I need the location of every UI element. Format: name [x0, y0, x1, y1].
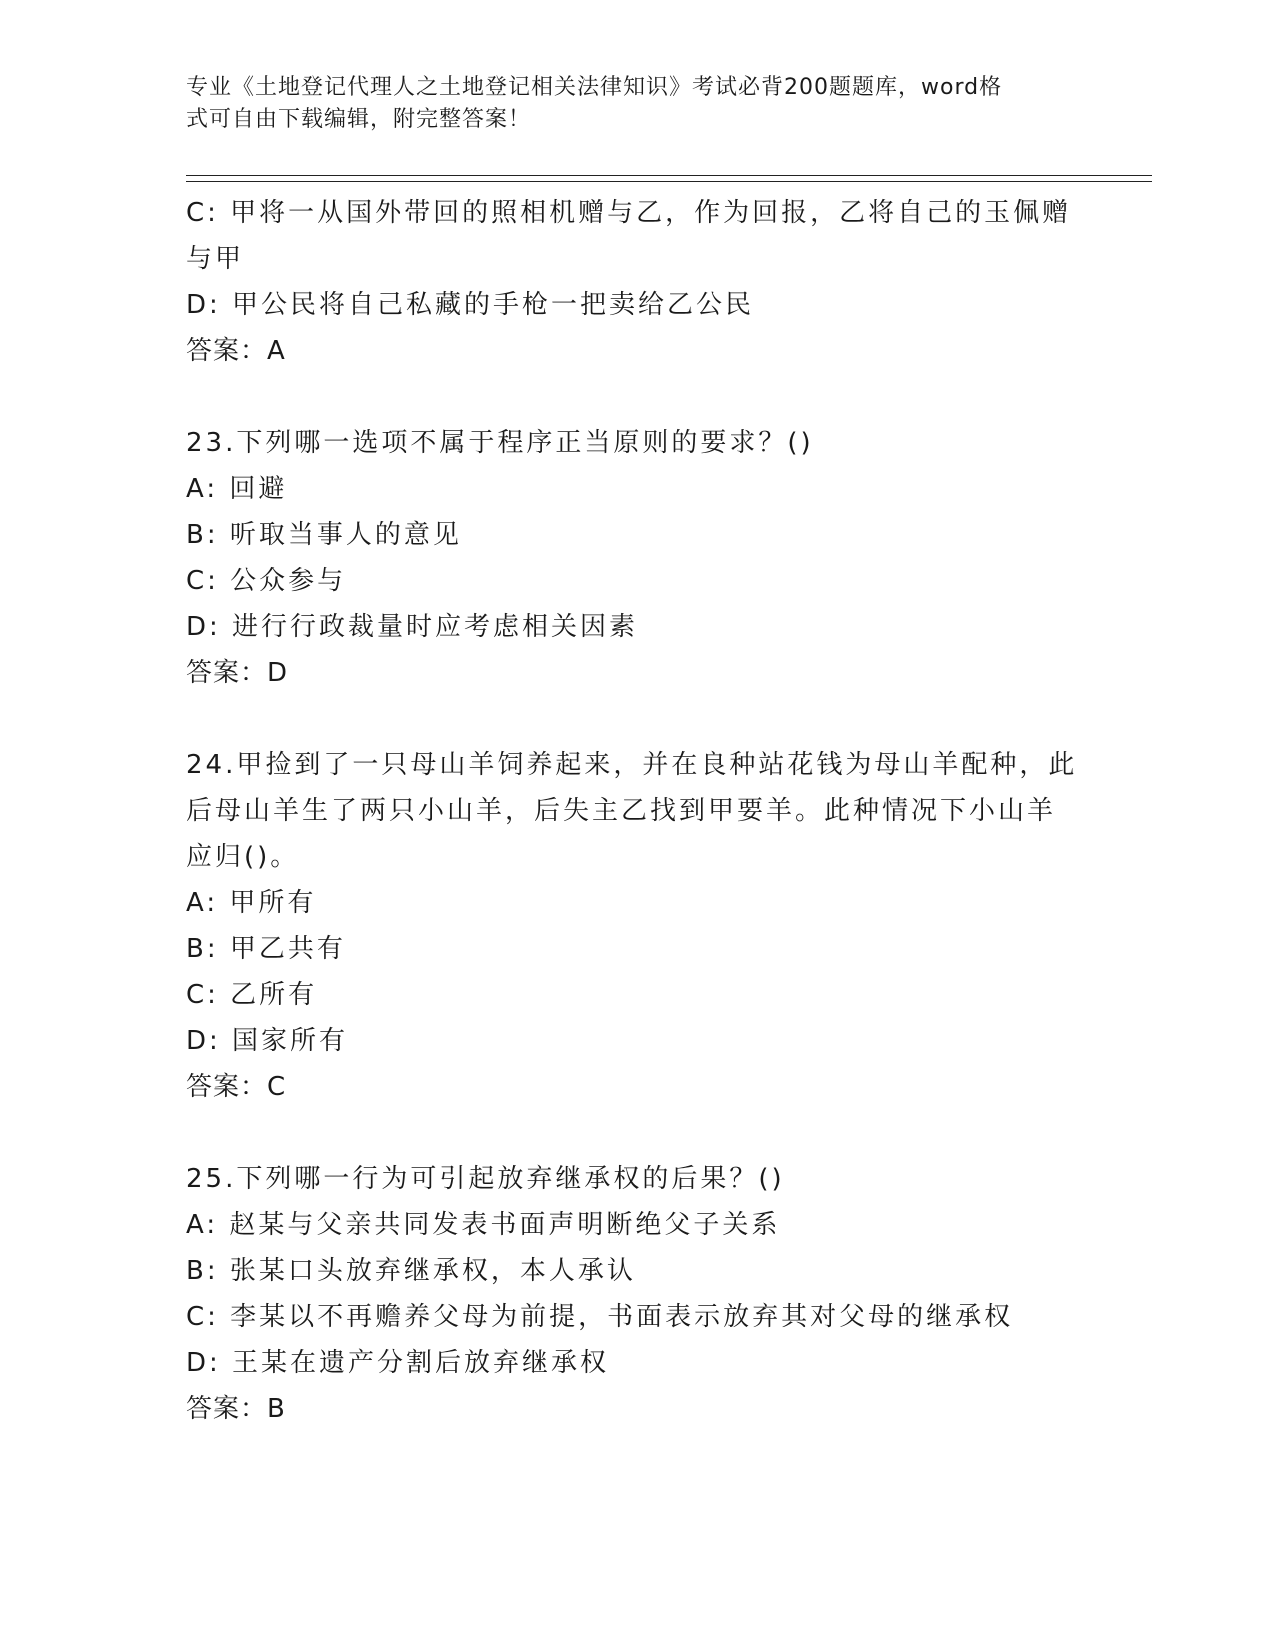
header-divider-top	[186, 175, 1152, 176]
question-stem-continued: 后母山羊生了两只小山羊，后失主乙找到甲要羊。此种情况下小山羊	[186, 796, 1057, 826]
option-c-continued: 与甲	[186, 244, 245, 274]
header-line-1: 专业《土地登记代理人之土地登记相关法律知识》考试必背200题题库，word格	[186, 75, 1003, 100]
option-a: A: 甲所有	[186, 888, 317, 918]
question-22-continued	[186, 190, 1086, 374]
option-d: D: 王某在遗产分割后放弃继承权	[186, 1348, 610, 1378]
answer: 答案：A	[186, 336, 286, 366]
option-b: B: 张某口头放弃继承权，本人承认	[186, 1256, 636, 1286]
option-d: D: 国家所有	[186, 1026, 349, 1056]
spacer	[186, 1110, 1086, 1156]
option-b: B: 听取当事人的意见	[186, 520, 462, 550]
option-c: C: 李某以不再赡养父母为前提，书面表示放弃其对父母的继承权	[186, 1302, 1014, 1332]
answer: 答案：C	[186, 1072, 287, 1102]
option-a: A: 赵某与父亲共同发表书面声明断绝父子关系	[186, 1210, 781, 1240]
option-a: A: 回避	[186, 474, 288, 504]
option-d: D: 甲公民将自己私藏的手枪一把卖给乙公民	[186, 290, 755, 320]
question-25	[186, 1156, 1086, 1432]
question-stem: 24.甲捡到了一只母山羊饲养起来，并在良种站花钱为母山羊配种，此	[186, 750, 1078, 780]
answer: 答案：B	[186, 1394, 286, 1424]
document-header	[186, 72, 1066, 136]
question-stem: 25.下列哪一行为可引起放弃继承权的后果？()	[186, 1164, 785, 1194]
question-stem-continued: 应归()。	[186, 842, 300, 872]
spacer	[186, 696, 1086, 742]
option-b: B: 甲乙共有	[186, 934, 346, 964]
question-stem: 23.下列哪一选项不属于程序正当原则的要求？()	[186, 428, 814, 458]
spacer	[186, 374, 1086, 420]
header-line-2: 式可自由下载编辑，附完整答案！	[186, 107, 532, 132]
option-c: C: 甲将一从国外带回的照相机赠与乙，作为回报，乙将自己的玉佩赠	[186, 198, 1072, 228]
header-divider-bottom	[186, 181, 1152, 182]
question-23	[186, 420, 1086, 696]
answer: 答案：D	[186, 658, 289, 688]
question-24	[186, 742, 1086, 1110]
option-c: C: 公众参与	[186, 566, 347, 596]
option-d: D: 进行行政裁量时应考虑相关因素	[186, 612, 639, 642]
option-c: C: 乙所有	[186, 980, 318, 1010]
question-list	[186, 190, 1086, 1432]
